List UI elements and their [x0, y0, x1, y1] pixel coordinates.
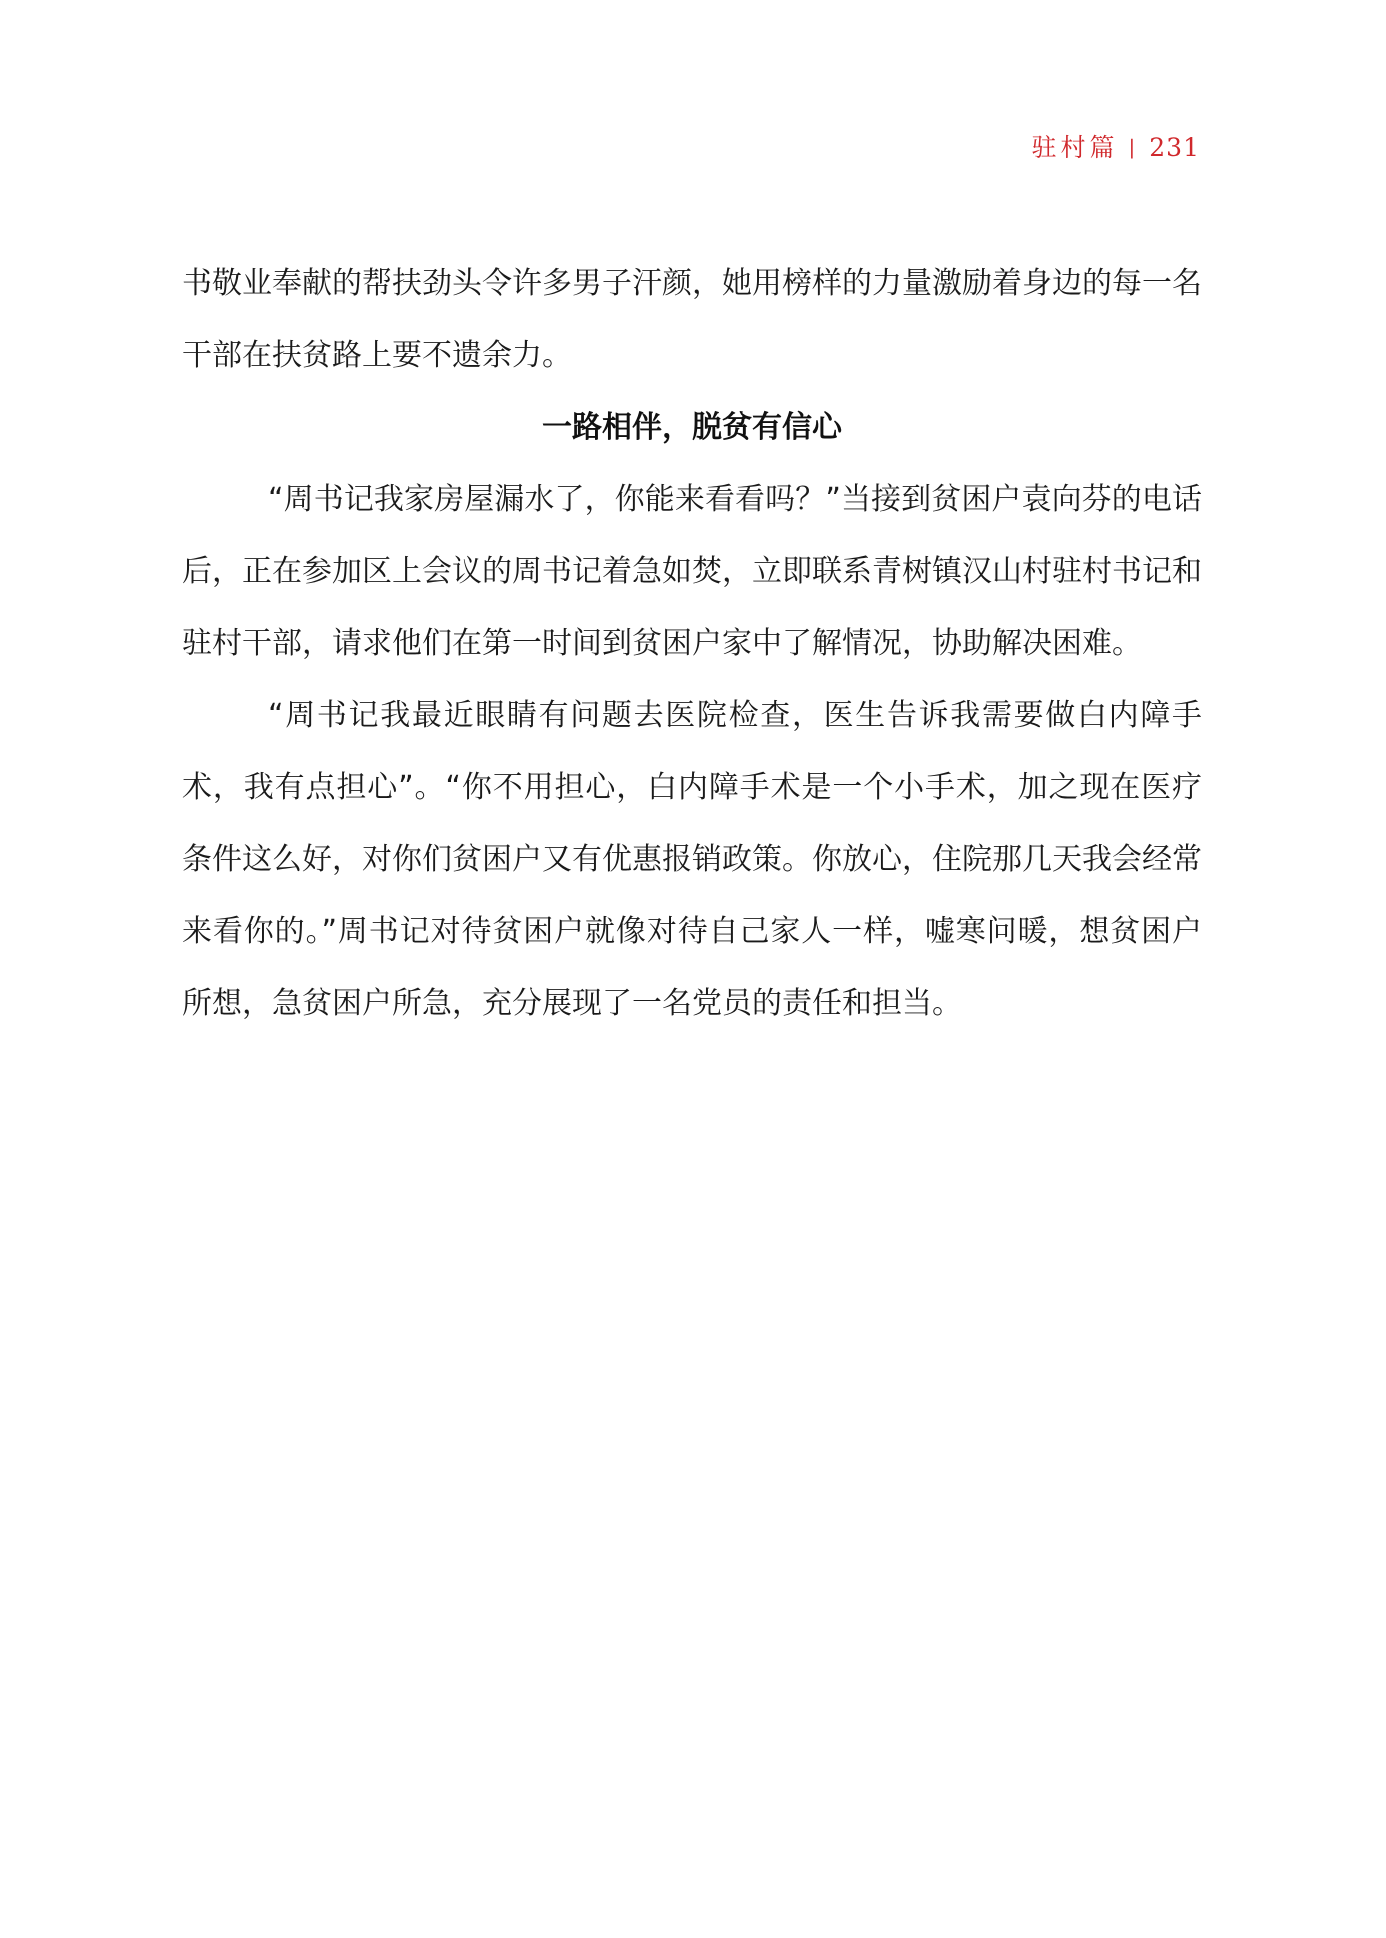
page-body — [182, 248, 1202, 1040]
paragraph-2: “周书记我最近眼睛有问题去医院检查，医生告诉我需要做白内障手术，我有点担心”。“你不用担心，白内障手术是一个小手术，加之现在医疗条件这么好，对你们贫困户又有优惠报销政策。你放心，住院那几天我会经常来看你的。”周书记对待贫困户就像对待自己家人一样，嘘寒问暖，想贫困户所想，急贫困户所急，充分展现了一名党员的责任和担当。 — [182, 698, 1202, 1021]
header-separator: | — [1128, 135, 1140, 159]
paragraph-1: “周书记我家房屋漏水了，你能来看看吗？”当接到贫困户袁向芬的电话后，正在参加区上会议的周书记着急如焚，立即联系青树镇汉山村驻村书记和驻村干部，请求他们在第一时间到贫困户家中了解情况，协助解决困难。 — [182, 482, 1202, 661]
continued-paragraph: 书敬业奉献的帮扶劲头令许多男子汗颜，她用榜样的力量激励着身边的每一名干部在扶贫路上要不遗余力。 — [182, 266, 1202, 373]
section-heading: 一路相伴，脱贫有信心 — [542, 410, 842, 445]
page-number: 231 — [1149, 133, 1200, 162]
running-header — [1032, 128, 1200, 164]
section-title: 驻村篇 — [1031, 133, 1119, 162]
